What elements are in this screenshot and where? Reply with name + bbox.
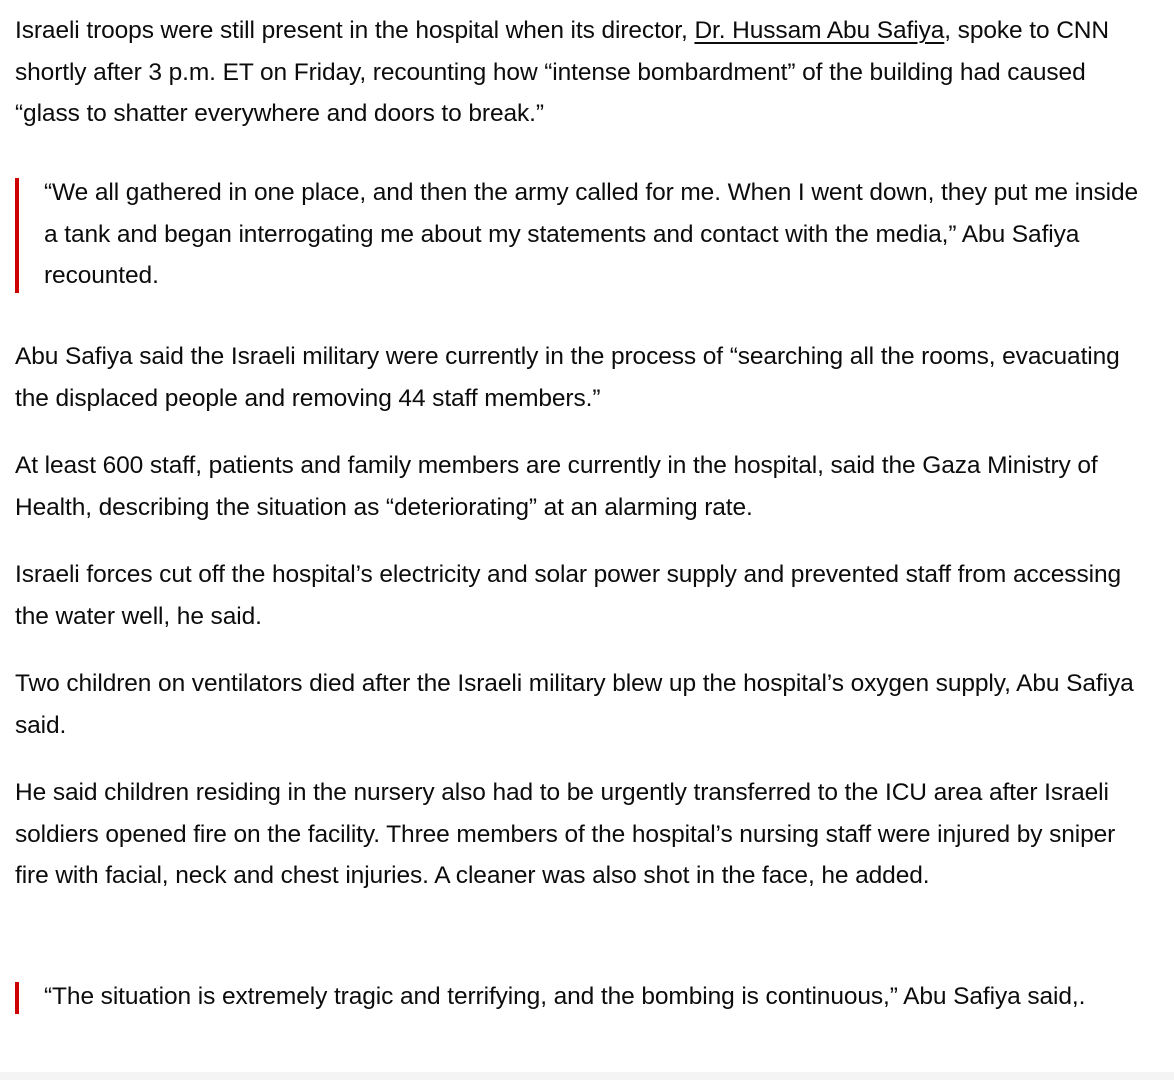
pull-quote (15, 172, 1174, 297)
paragraph: Israeli forces cut off the hospital’s electricity and solar power supply and prevented staff from accessing the water well, he said. (15, 561, 1121, 630)
paragraph-text: , spoke to CNN shortly after 3 p.m. ET on Friday, recounting how “intense bombardment” of the building had caused “glass to shatter everywhere and doors to break.” (15, 17, 1109, 127)
pull-quote (15, 976, 1174, 1018)
paragraph-text: Israeli troops were still present in the hospital when its director, (15, 17, 695, 44)
paragraph: He said children residing in the nursery also had to be urgently transferred to the ICU area after Israeli soldiers opened fire on the facility. Three members of the hospital’s nursing staff were injured by sniper fire with facial, neck and chest injuries. A cleaner was also shot in the face, he added. (15, 779, 1116, 889)
paragraph: Two children on ventilators died after the Israeli military blew up the hospital’s oxygen supply, Abu Safiya said. (15, 670, 1134, 739)
page-bottom-edge (0, 1072, 1174, 1080)
quote-text: “The situation is extremely tragic and terrifying, and the bombing is continuous,” Abu Safiya said,. (44, 983, 1086, 1010)
director-name-link[interactable]: Dr. Hussam Abu Safiya (694, 17, 945, 44)
quote-bar (15, 178, 19, 293)
paragraph (15, 10, 1155, 135)
paragraph: Abu Safiya said the Israeli military were currently in the process of “searching all the rooms, evacuating the displaced people and removing 44 staff members.” (15, 343, 1120, 412)
quote-text: “We all gathered in one place, and then the army called for me. When I went down, they put me inside a tank and began interrogating me about my statements and contact with the media,” Abu Safiya recounted. (44, 179, 1139, 289)
quote-bar (15, 982, 19, 1014)
paragraph: At least 600 staff, patients and family members are currently in the hospital, said the Gaza Ministry of Health, describing the situation as “deteriorating” at an alarming rate. (15, 452, 1098, 521)
